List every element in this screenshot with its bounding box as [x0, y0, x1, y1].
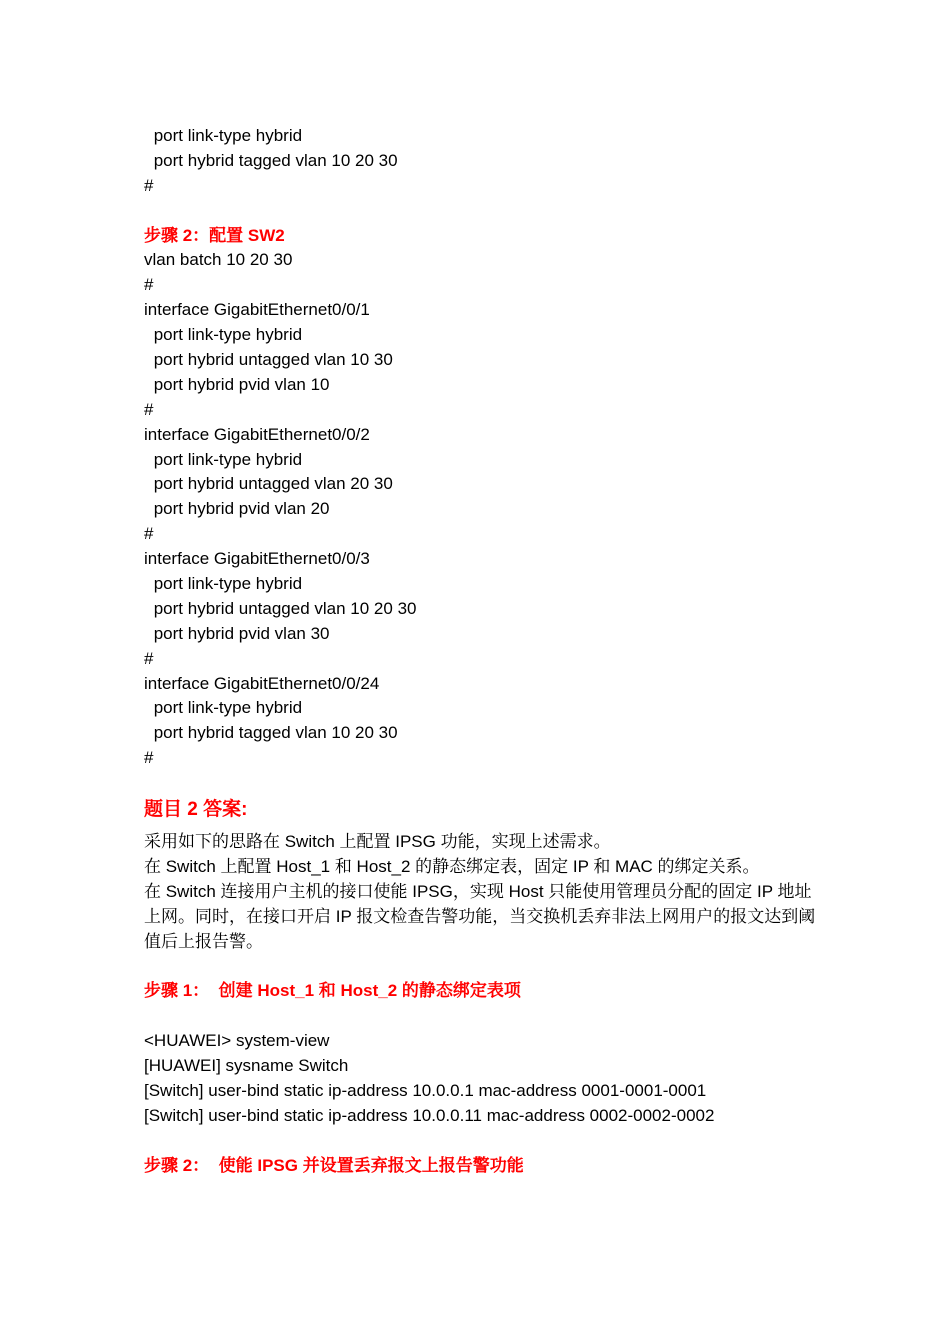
config-line: port hybrid pvid vlan 20 — [149, 499, 330, 519]
config-line: # — [144, 399, 154, 419]
config-line: port hybrid tagged vlan 10 20 30 — [149, 723, 398, 743]
config-line: port link-type hybrid — [149, 574, 303, 594]
step-heading-ipsg: 步骤 2： 使能 IPSG 并设置丢弃报文上报告警功能 — [144, 1155, 524, 1175]
config-line: interface GigabitEthernet0/0/2 — [144, 424, 370, 444]
step-heading-bind: 步骤 1： 创建 Host_1 和 Host_2 的静态绑定表项 — [144, 981, 521, 1001]
config-line: interface GigabitEthernet0/0/3 — [144, 549, 370, 569]
config-line: # — [144, 524, 154, 544]
spacer — [144, 771, 824, 796]
spacer — [144, 955, 824, 980]
config-line: port hybrid pvid vlan 30 — [149, 623, 330, 643]
command-line: [Switch] user-bind static ip-address 10.0.0.1 mac-address 0001-0001-0001 — [144, 1081, 707, 1101]
config-line: port link-type hybrid — [149, 325, 303, 345]
answer-paragraph: 采用如下的思路在 Switch 上配置 IPSG 功能，实现上述需求。 — [144, 832, 611, 852]
document-body — [144, 124, 824, 1179]
config-line: port hybrid untagged vlan 10 20 30 — [149, 598, 417, 618]
config-line: vlan batch 10 20 30 — [144, 250, 293, 270]
spacer — [144, 1129, 824, 1154]
config-line: port hybrid untagged vlan 20 30 — [149, 474, 393, 494]
config-line: interface GigabitEthernet0/0/1 — [144, 300, 370, 320]
config-line: port link-type hybrid — [149, 698, 303, 718]
config-line: port link-type hybrid — [149, 449, 303, 469]
config-line: # — [144, 748, 154, 768]
command-line: [HUAWEI] sysname Switch — [144, 1056, 349, 1076]
config-line: port hybrid pvid vlan 10 — [149, 374, 330, 394]
config-line: port link-type hybrid — [149, 126, 303, 145]
spacer — [144, 1004, 824, 1029]
answer-heading: 题目 2 答案: — [144, 799, 248, 821]
config-line: port hybrid untagged vlan 10 30 — [149, 350, 393, 370]
spacer — [144, 199, 824, 224]
config-line: # — [144, 275, 154, 295]
config-line: # — [144, 175, 154, 195]
answer-paragraph: 在 Switch 连接用户主机的接口使能 IPSG，实现 Host 只能使用管理员分配的固定 IP 地址上网。同时，在接口开启 IP 报文检查告警功能，当交换机丢弃非法上网用户的报文达到阈值后上报告警。 — [144, 881, 816, 951]
config-line: port hybrid tagged vlan 10 20 30 — [149, 150, 398, 170]
command-line: <HUAWEI> system-view — [144, 1031, 330, 1051]
config-line: interface GigabitEthernet0/0/24 — [144, 673, 380, 693]
answer-paragraph: 在 Switch 上配置 Host_1 和 Host_2 的静态绑定表，固定 IP 和 MAC 的绑定关系。 — [144, 856, 760, 876]
step-heading-sw2: 步骤 2：配置 SW2 — [144, 225, 285, 245]
command-line: [Switch] user-bind static ip-address 10.0.0.11 mac-address 0002-0002-0002 — [144, 1105, 715, 1125]
config-line: # — [144, 648, 154, 668]
